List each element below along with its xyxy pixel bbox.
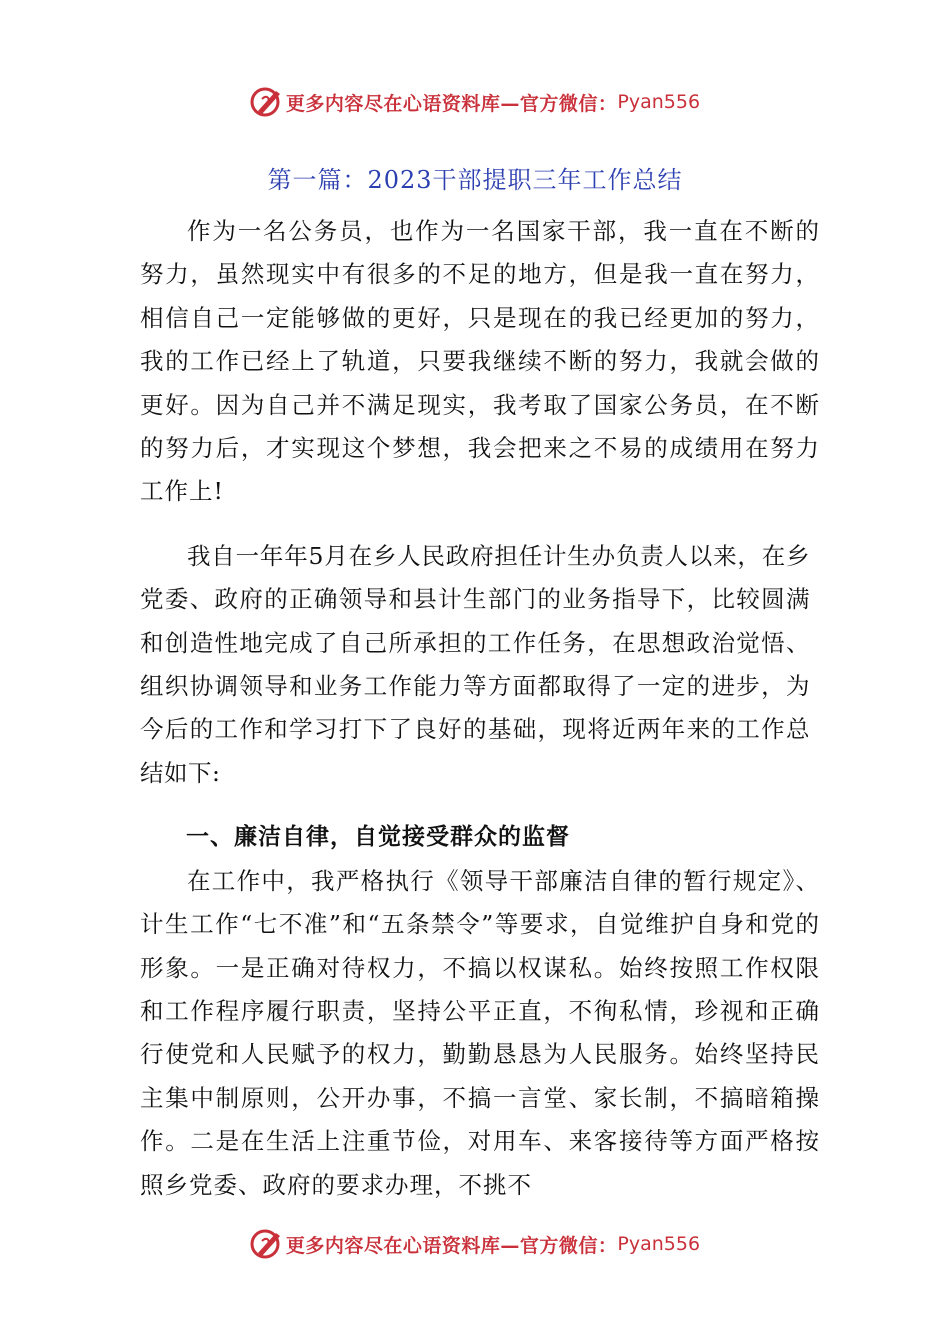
- paragraph-intro: 作为一名公务员，也作为一名国家干部，我一直在不断的努力，虽然现实中有很多的不足的地方，但是我一直在努力，相信自己一定能够做的更好，只是现在的我已经更加的努力，我的工作已经上了轨道，只要我继续不断的努力，我就会做的更好。因为自己并不满足现实，我考取了国家公务员，在不断的努力后，才实现这个梦想，我会把来之不易的成绩用在努力工作上!: [140, 217, 820, 506]
- watermark-banner-bottom: [0, 1222, 950, 1266]
- watermark-text: 更多内容尽在心语资料库—官方微信：: [285, 1234, 618, 1257]
- logo-pen-icon: [250, 1227, 284, 1261]
- watermark-wechat-id: Pyan556: [617, 1233, 701, 1255]
- paragraph-section-1: 在工作中，我严格执行《领导干部廉洁自律的暂行规定》、计生工作“七不准”和“五条禁令”等要求，自觉维护自身和党的形象。一是正确对待权力，不搞以权谋私。始终按照工作权限和工作程序履行职责，坚持公平正直，不徇私情，珍视和正确行使党和人民赋予的权力，勤勤恳恳为人民服务。始终坚持民主集中制原则，公开办事，不搞一言堂、家长制，不搞暗箱操作。二是在生活上注重节俭，对用车、来客接待等方面严格按照乡党委、政府的要求办理，不挑不: [140, 866, 820, 1199]
- paragraph-overview: 我自一年年5月在乡人民政府担任计生办负责人以来，在乡党委、政府的正确领导和县计生部门的业务指导下，比较圆满和创造性地完成了自己所承担的工作任务，在思想政治觉悟、组织协调领导和业务工作能力等方面都取得了一定的进步，为今后的工作和学习打下了良好的基础，现将近两年来的工作总结如下:: [140, 541, 810, 787]
- logo-pen-icon: [250, 85, 284, 119]
- document-body: [140, 210, 820, 1207]
- section-heading-1: 一、廉洁自律，自觉接受群众的监督: [186, 824, 570, 851]
- watermark-banner-top: [0, 80, 950, 124]
- watermark-text: 更多内容尽在心语资料库—官方微信：: [285, 92, 618, 115]
- document-title: 第一篇：2023干部提职三年工作总结: [267, 166, 683, 194]
- watermark-wechat-id: Pyan556: [617, 91, 701, 113]
